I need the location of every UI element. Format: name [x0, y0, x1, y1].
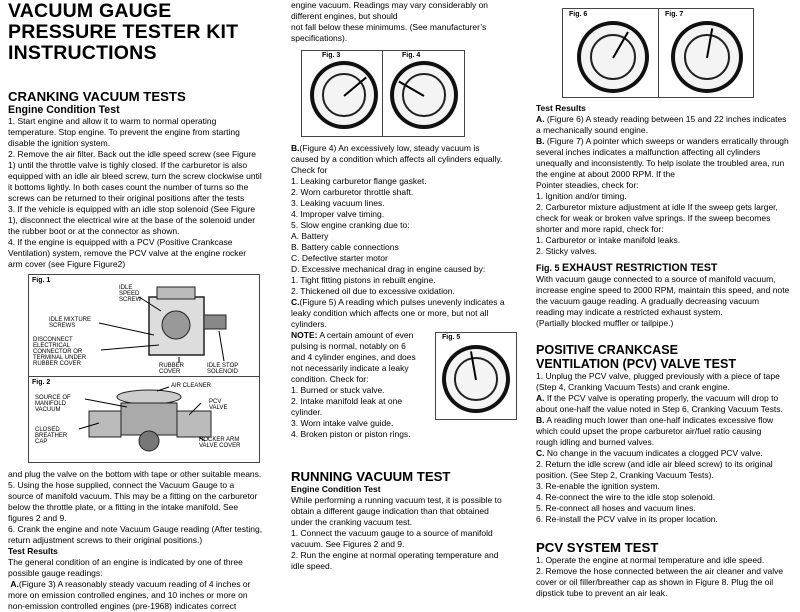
text-line: 4. Broken piston or piston rings. [291, 429, 411, 439]
text-line: 1. Unplug the PCV valve, plugged previously with a piece of tape [536, 371, 780, 381]
cranking-subheading: Engine Condition Test [8, 104, 120, 116]
text-line: Check for [291, 165, 328, 175]
running-subheading: Engine Condition Test [291, 484, 381, 494]
gauge-fig3 [310, 61, 378, 129]
exhaust-heading [536, 262, 798, 274]
text-line: 1. Start engine and allow it to warm to normal operating [8, 116, 217, 126]
fig3-label: Fig. 3 [322, 52, 341, 59]
text-line: 6. Crank the engine and note Vacuum Gauge reading (After testing, [8, 524, 263, 534]
gauge-fig5 [442, 345, 510, 413]
text-span: (Figure 7) A pointer which sweeps or wanders erratically through [544, 136, 789, 146]
text-line: not necessarily indicate a leaky [291, 363, 409, 373]
text-line: several inches indicates a malfunction affecting all cylinders [536, 147, 761, 157]
figure-1-2 [28, 274, 260, 463]
text-span: If the PCV valve is operating properly, the vacuum will drop to [544, 393, 779, 403]
text-line: 2. Worn carburetor throttle shaft. [291, 187, 414, 197]
text-line: 1. Ignition and/or timing. [536, 191, 627, 201]
text-line: 2. Remove the hose connected between the air cleaner and valve [536, 566, 784, 576]
text-line: 3. Re-enable the ignition system. [536, 481, 660, 491]
text-line: non-emission controlled engines (pre-1968) indicates correct [8, 601, 237, 611]
text-line: 5. Using the hose supplied, connect the Vacuum Gauge to a [8, 480, 235, 490]
figure-3-4 [301, 50, 465, 137]
cranking-steps-b [8, 469, 270, 546]
text-line: engine vacuum. Readings may vary considerably on [291, 0, 489, 10]
text-line: B. Battery cable connections [291, 242, 399, 252]
text-line: 1. Burned or stuck valve. [291, 385, 385, 395]
text-line: possible gauge readings: [8, 568, 103, 578]
text-line: caused by a condition which affects all cylinders equally. [291, 154, 503, 164]
fig2-callout: CLOSED BREATHER CAP [35, 427, 68, 445]
text-line: 1. Tight fitting pistons in rebuilt engine. [291, 275, 436, 285]
text-line: under the cranking vacuum test. [291, 517, 412, 527]
figure-5 [435, 332, 517, 420]
fig7-label: Fig. 7 [665, 11, 684, 18]
text-line: With vacuum gauge connected to a source of manifold vacuum, [536, 274, 776, 284]
text-line: rough idling and burned valves. [536, 437, 655, 447]
text-line: 3. If the vehicle is equipped with an idle stop solenoid (See Figure [8, 204, 256, 214]
text-span: EXHAUST RESTRICTION TEST [562, 262, 718, 274]
text-line: dipstick tube to prevent an air leak. [536, 588, 668, 598]
text-line: source of manifold vacuum. This may be a fitting on the carburetor [8, 491, 258, 501]
text-line: specifications). [291, 33, 348, 43]
text-line: D. Excessive mechanical drag in engine caused by: [291, 264, 486, 274]
pcv-heading-line-2: VENTILATION (PCV) VALVE TEST [536, 357, 737, 371]
text-line: obtain a different gauge indication than that obtained [291, 506, 489, 516]
text-line: idle speed. [291, 561, 333, 571]
fig1-callout: IDLE STOP SOLENOID [207, 363, 239, 375]
text-line: cylinder. [291, 407, 323, 417]
text-line: leaky condition which affects one or more, but not all [291, 308, 489, 318]
fig1-callout: IDLE MIXTURE SCREWS [49, 317, 92, 329]
text-line: 4. Re-connect the wire to the idle stop solenoid. [536, 492, 716, 502]
text-line: 2. Remove the air filter. Back out the idle speed screw (see Figure [8, 149, 257, 159]
text-line: pulsing is normal, notably on 6 [291, 341, 406, 351]
text-line: equipped with an idle air bleed screw, turn the screw clockwise until [8, 171, 262, 181]
text-span: A reading much lower than one-half indicates excessive flow [544, 415, 774, 425]
text-line [291, 330, 433, 341]
fig1-callout: DISCONNECT ELECTRICAL CONNECTOR OR TERMINAL UNDER RUBBER COVER [33, 337, 87, 367]
text-line: arm cover (see Figure Figure2) [8, 259, 126, 269]
text-line: the engine at about 2000 RPM. If the [536, 169, 675, 179]
text-line: 1), disconnect the electrical wire at the base of the solenoid under [8, 215, 256, 225]
text-line: more on emission controlled engines, and 10 inches or more on [8, 590, 248, 600]
text-line: position. (See Step 2, Cranking Vacuum Tests). [536, 470, 714, 480]
text-line: about one-half the value noted in Step 6, Cranking Vacuum Tests. [536, 404, 783, 414]
text-line: The general condition of an engine is indicated by one of three [8, 557, 243, 567]
text-line: return adjustment screws to their original positions.) [8, 535, 203, 545]
pcv-system-heading: PCV SYSTEM TEST [536, 540, 659, 555]
doc-title-line-2: PRESSURE TESTER KIT [8, 21, 239, 43]
text-span: (Figure 4) An excessively low, steady vacuum is [299, 143, 480, 153]
fig1-callout: RUBBER COVER [159, 363, 185, 375]
text-line: 1) until the throttle valve is tighly closed. If the carburetor is also [8, 160, 248, 170]
text-line: 5. Slow engine cranking due to: [291, 220, 410, 230]
text-line: figures 2 and 9. [8, 513, 67, 523]
text-line [291, 297, 525, 308]
text-line: reading may indicate a restricted exhaust system. [536, 307, 723, 317]
item-c-label: C. [291, 297, 300, 307]
text-line: vacuum. See Figures 2 and 9. [291, 539, 405, 549]
text-line: the rubber boot or at the connector as shown. [8, 226, 180, 236]
text-line: 3. Worn intake valve guide. [291, 418, 394, 428]
item-b-label: B. [536, 136, 545, 146]
text-line [8, 579, 270, 590]
column-left [8, 0, 270, 611]
text-line: increase engine speed to 2000 RPM, maintain this speed, and note [536, 285, 790, 295]
gauge-fig6 [577, 21, 649, 93]
text-line: condition. Check for: [291, 374, 369, 384]
figure-6-7 [562, 8, 754, 98]
text-line: disable the ignition system. [8, 138, 111, 148]
text-line: 1. Carburetor or intake manifold leaks. [536, 235, 681, 245]
text-line: 4. If the engine is equipped with a PCV (Positive Crankcase [8, 237, 233, 247]
text-line: (Partially blocked muffler or tailpipe.) [536, 318, 674, 328]
note-label: NOTE: [291, 330, 318, 340]
column-middle [291, 0, 525, 596]
doc-title-line-3: INSTRUCTIONS [8, 42, 157, 64]
gauge-fig4 [390, 61, 458, 129]
fig2-callout: SOURCE OF MANIFOLD VACUUM [35, 395, 71, 413]
text-line: not fall below these minimums. (See manufacturer’s [291, 22, 487, 32]
text-line: 2. Thickened oil due to excessive oxidation. [291, 286, 455, 296]
text-line: While performing a running vacuum test, it is possible to [291, 495, 502, 505]
exhaust-heading-prefix: Fig. 5 [536, 263, 563, 273]
text-span: A certain amount of even [317, 330, 414, 340]
text-line [536, 415, 798, 426]
text-span: (Figure 6) A steady reading between 15 and 22 inches indicates [544, 114, 787, 124]
pcv-heading-line-1: POSITIVE CRANKCASE [536, 343, 679, 357]
text-line: 1. Leaking carburetor flange gasket. [291, 176, 427, 186]
text-line: the vacuum gauge reading. A gradually decreasing vacuum [536, 296, 760, 306]
fig4-label: Fig. 4 [402, 52, 421, 59]
fig1-callout: IDLE SPEED SCREW [119, 285, 142, 303]
item-b-label: B. [291, 143, 300, 153]
fig2-callout: AIR CLEANER [171, 383, 212, 389]
text-line: cover or oil filler/breather cap as shown in Figure 8. Plug the oil [536, 577, 774, 587]
text-line: temperature. Stop engine. To prevent the engine from starting [8, 127, 240, 137]
text-line: 1. Operate the engine at normal temperature and idle speed. [536, 555, 765, 565]
text-line [536, 136, 798, 147]
text-line: 4. Improper valve timing. [291, 209, 385, 219]
column-right [536, 0, 798, 596]
cranking-heading: CRANKING VACUUM TESTS [8, 89, 186, 104]
item-c-label: C. [536, 448, 545, 458]
fig2-callout: PCV VALVE [209, 399, 228, 411]
text-line [536, 448, 798, 459]
text-line: Pointer steadies, check for: [536, 180, 639, 190]
text-line: check for weak or broken valve springs. If the sweep becomes [536, 213, 771, 223]
text-line: unequally and inconsistently. To help isolate the troubled area, run [536, 158, 785, 168]
fig2-callout: ROCKER ARM VALVE COVER [199, 437, 241, 449]
fig6-label: Fig. 6 [569, 11, 588, 18]
text-line: cylinders. [291, 319, 327, 329]
text-line [291, 143, 525, 154]
text-line: which could upset the prope carburetor air/fuel ratio causing [536, 426, 762, 436]
text-line: 2. Intake manifold leak at one [291, 396, 403, 406]
text-span: (Figure 3) A reasonably steady vacuum reading of 4 inches or [18, 579, 251, 589]
text-line: and plug the valve on the bottom with tape or other suitable means. [8, 469, 262, 479]
text-line: screws can be returned to their original positions after the tests [8, 193, 245, 203]
text-line: 2. Carburetor mixture adjustment at idle If the sweep gets larger, [536, 202, 778, 212]
text-line: shorter and more rapid, check for: [536, 224, 664, 234]
text-span: (Figure 5) A reading which pulses unevenly indicates a [299, 297, 505, 307]
doc-title-line-1: VACUUM GAUGE [8, 0, 172, 22]
text-line: it bottoms lightly. In both cases count the number of turns so the [8, 182, 249, 192]
text-line: 5. Re-connect all hoses and vacuum lines. [536, 503, 696, 513]
text-line: 1. Connect the vacuum gauge to a source of manifold [291, 528, 493, 538]
fig5-label: Fig. 5 [442, 334, 461, 341]
text-line: Ventilation) system, remove the PCV valve at the engine rocker [8, 248, 247, 258]
text-line [536, 393, 798, 404]
test-results-heading: Test Results [536, 103, 586, 113]
text-line: 6. Re-install the PCV valve in its proper location. [536, 514, 718, 524]
text-line: different engines, but should [291, 11, 398, 21]
text-line: a mechanically sound engine. [536, 125, 648, 135]
running-heading: RUNNING VACUUM TEST [291, 469, 451, 484]
item-a-label: A. [10, 579, 19, 589]
fig1-label: Fig. 1 [32, 277, 51, 284]
item-a-label: A. [536, 114, 545, 124]
cranking-steps-a [8, 116, 270, 270]
text-line: 3. Leaking vacuum lines. [291, 198, 385, 208]
text-span: No change in the vacuum indicates a clogged PCV valve. [544, 448, 763, 458]
fig2-label: Fig. 2 [32, 379, 51, 386]
test-results-heading: Test Results [8, 546, 58, 556]
text-line: (Step 4, Cranking Vacuum Tests) and crank engine. [536, 382, 730, 392]
text-line: C. Defective starter motor [291, 253, 388, 263]
item-a-label: A. [536, 393, 545, 403]
text-line: and 4 cylinder engines, and does [291, 352, 416, 362]
text-line: 2. Sticky valves. [536, 246, 597, 256]
text-line: below the throttle plate, or a fitting in the intake manifold. See [8, 502, 239, 512]
text-line: 2. Run the engine at normal operating temperature and [291, 550, 499, 560]
text-line: A. Battery [291, 231, 329, 241]
text-line [536, 114, 798, 125]
item-b-label: B. [536, 415, 545, 425]
gauge-fig7 [671, 21, 743, 93]
text-line: 2. Return the idle screw (and idle air bleed screw) to its original [536, 459, 773, 469]
